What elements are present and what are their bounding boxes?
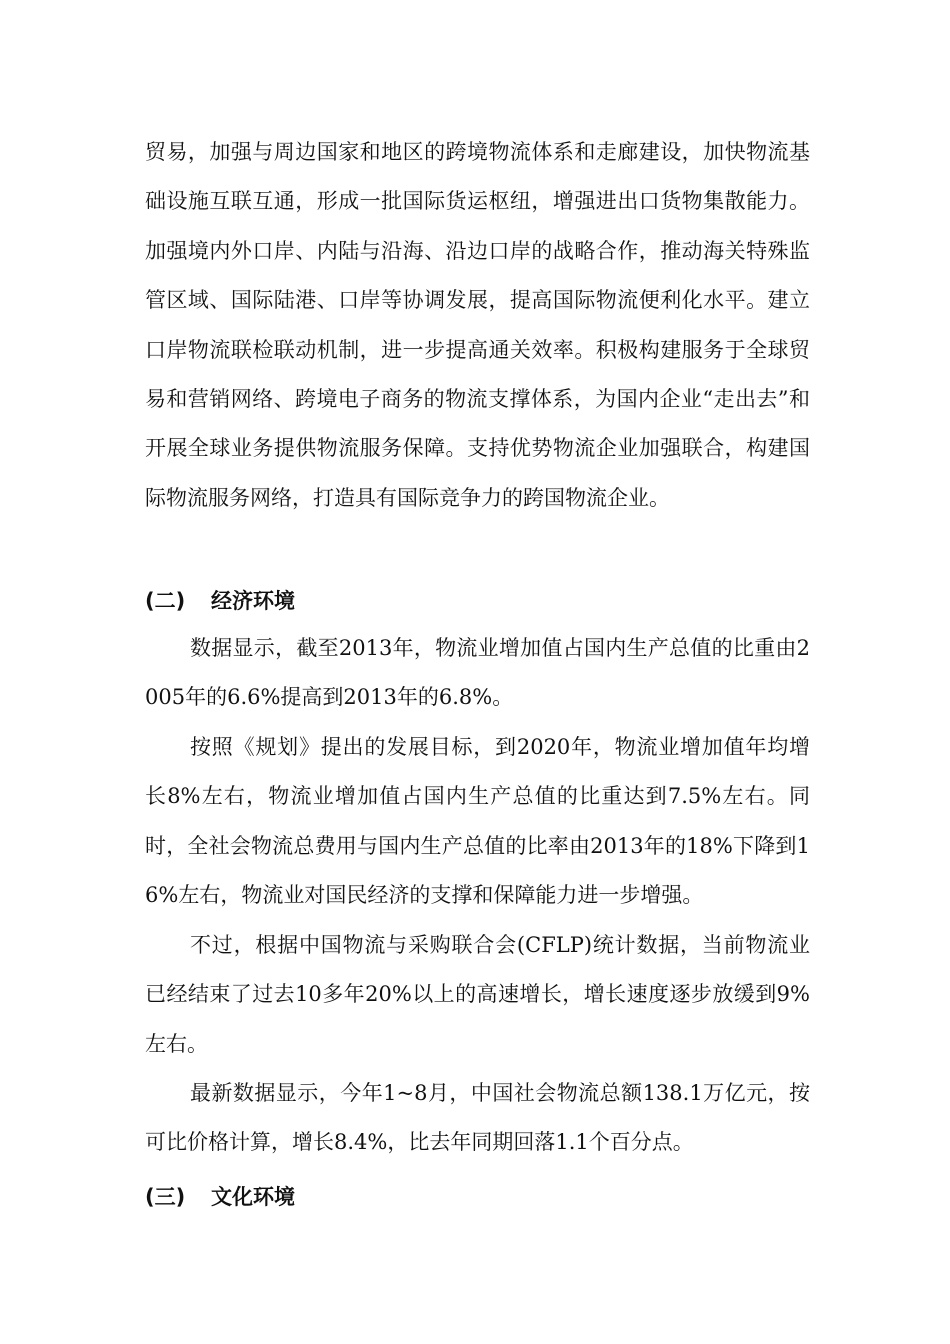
paragraph-plan-targets: 按照《规划》提出的发展目标，到2020年，物流业增加值年均增长8%左右，物流业增加值占国内生产总值的比重达到7.5%左右。同时，全社会物流总费用与国内生产总值的比率由2013年的18%下降到16%左右，物流业对国民经济的支撑和保障能力进一步增强。 xyxy=(145,735,810,908)
section-number: (三) xyxy=(145,1185,186,1209)
section-heading-economic xyxy=(145,586,295,616)
section-title: 经济环境 xyxy=(211,589,295,613)
paragraph-latest-data: 最新数据显示，今年1~8月，中国社会物流总额138.1万亿元，按可比价格计算，增长8.4%，比去年同期回落1.1个百分点。 xyxy=(145,1081,810,1155)
paragraph-growth-slowdown: 不过，根据中国物流与采购联合会(CFLP)统计数据，当前物流业已经结束了过去10多年20%以上的高速增长，增长速度逐步放缓到9%左右。 xyxy=(145,933,810,1056)
section-title: 文化环境 xyxy=(211,1185,295,1209)
paragraph-logistics-share: 数据显示，截至2013年，物流业增加值占国内生产总值的比重由2005年的6.6%提高到2013年的6.8%。 xyxy=(145,636,810,710)
section-number: (二) xyxy=(145,589,186,613)
section-heading-cultural xyxy=(145,1182,295,1212)
continuation-paragraph: 贸易，加强与周边国家和地区的跨境物流体系和走廊建设，加快物流基础设施互联互通，形成一批国际货运枢纽，增强进出口货物集散能力。加强境内外口岸、内陆与沿海、沿边口岸的战略合作，推动海关特殊监管区域、国际陆港、口岸等协调发展，提高国际物流便利化水平。建立口岸物流联检联动机制，进一步提高通关效率。积极构建服务于全球贸易和营销网络、跨境电子商务的物流支撑体系，为国内企业“走出去”和开展全球业务提供物流服务保障。支持优势物流企业加强联合，构建国际物流服务网络，打造具有国际竞争力的跨国物流企业。 xyxy=(145,140,810,510)
